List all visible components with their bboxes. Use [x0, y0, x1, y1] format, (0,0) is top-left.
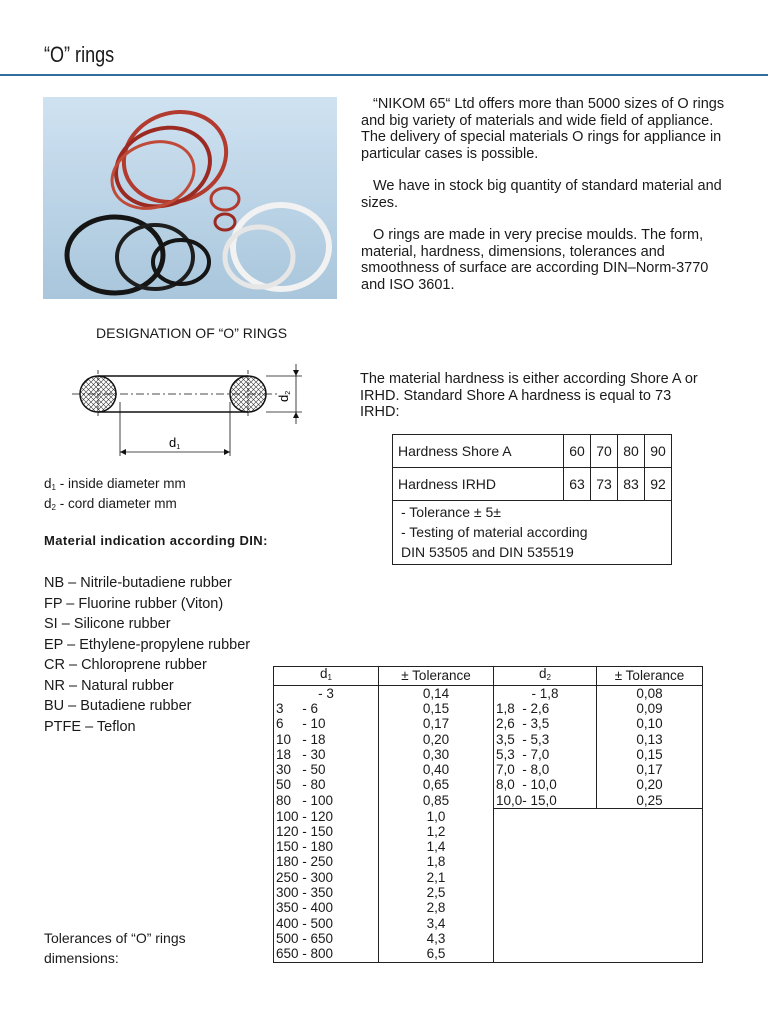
d1-range: 500 - 650: [274, 931, 379, 946]
d2-range: 2,6 - 3,5: [494, 717, 597, 732]
legend-d2: $d_2$ - cord diameter mm: [44, 496, 177, 512]
table-row: [274, 686, 703, 702]
d1-tolerance: 0,17: [379, 717, 494, 732]
d1-range: 300 - 350: [274, 885, 379, 900]
hardness-value: 60: [564, 435, 591, 468]
material-item: EP – Ethylene-propylene rubber: [44, 636, 251, 653]
table-row: [274, 762, 703, 777]
header-tol1: ± Tolerance: [379, 667, 494, 686]
table-row: [274, 717, 703, 732]
d1-tolerance: 0,40: [379, 762, 494, 777]
d1-range: 10 - 18: [274, 732, 379, 747]
table-row: [274, 747, 703, 762]
hardness-row-shore: [393, 435, 672, 468]
material-item: NB – Nitrile-butadiene rubber: [44, 575, 232, 591]
d2-range: 3,5 - 5,3: [494, 732, 597, 747]
o-rings-photo: [43, 97, 337, 299]
d1-range: 100 - 120: [274, 809, 379, 824]
d1-range: 350 - 400: [274, 901, 379, 916]
hardness-row-irhd: [393, 468, 672, 501]
d2-tolerance: 0,08: [597, 686, 703, 702]
header-d1: $d_1$: [274, 667, 379, 686]
hardness-value: 73: [591, 468, 618, 501]
d1-label: d1: [169, 435, 181, 451]
d1-range: 18 - 30: [274, 747, 379, 762]
d1-tolerance: 0,85: [379, 793, 494, 809]
header-tol2: ± Tolerance: [597, 667, 703, 686]
d2-range: 10,0- 15,0: [494, 793, 597, 809]
d1-range: 3 - 6: [274, 701, 379, 716]
d1-range: 150 - 180: [274, 839, 379, 854]
header-d2: $d_2$: [494, 667, 597, 686]
hardness-value: 83: [618, 468, 645, 501]
intro-paragraph-1: “NIKOM 65“ Ltd offers more than 5000 sizes of O rings and big variety of materials and wide field of appliance. The delivery of special materials O rings for appliance in particular cases is possible.: [361, 96, 725, 162]
d1-range: 180 - 250: [274, 855, 379, 870]
d2-tolerance: 0,10: [597, 717, 703, 732]
table-row: [274, 793, 703, 809]
hardness-notes: [393, 501, 672, 565]
table-row: [274, 809, 703, 824]
d1-tolerance: 1,4: [379, 839, 494, 854]
hardness-label: Hardness IRHD: [393, 468, 564, 501]
d1-tolerance: 0,30: [379, 747, 494, 762]
hardness-value: 80: [618, 435, 645, 468]
d1-range: 400 - 500: [274, 916, 379, 931]
d1-range: 650 - 800: [274, 947, 379, 963]
empty-cell: [494, 809, 703, 962]
d1-range: 30 - 50: [274, 762, 379, 777]
d2-range: 8,0 - 10,0: [494, 778, 597, 793]
designation-heading: DESIGNATION OF “O” RINGS: [96, 325, 288, 341]
hardness-notes-row: [393, 501, 672, 565]
intro-paragraph-2: We have in stock big quantity of standard material and sizes.: [361, 178, 722, 211]
d1-tolerance: 0,65: [379, 778, 494, 793]
d1-tolerance: 4,3: [379, 931, 494, 946]
d2-tolerance: 0,25: [597, 793, 703, 809]
hardness-table: [392, 434, 672, 565]
legend-d1-desc: - inside diameter mm: [59, 476, 186, 491]
material-item: PTFE – Teflon: [44, 718, 136, 735]
material-item: CR – Chloroprene rubber: [44, 657, 207, 673]
header-rule: [0, 74, 768, 76]
d1-range: 80 - 100: [274, 793, 379, 809]
d1-tolerance: 1,2: [379, 824, 494, 839]
d1-range: 50 - 80: [274, 778, 379, 793]
testing-note: - Testing of material according: [401, 524, 588, 540]
d1-tolerance: 0,15: [379, 701, 494, 716]
table-row: [274, 701, 703, 716]
d2-tolerance: 0,09: [597, 701, 703, 716]
d1-range: 6 - 10: [274, 717, 379, 732]
d1-range: 120 - 150: [274, 824, 379, 839]
legend-d1: $d_1$ - inside diameter mm: [44, 476, 186, 492]
d2-range: 1,8 - 2,6: [494, 701, 597, 716]
d1-tolerance: 0,14: [379, 686, 494, 702]
d2-tolerance: 0,20: [597, 778, 703, 793]
table-row: [274, 732, 703, 747]
hardness-value: 70: [591, 435, 618, 468]
d2-range: 7,0 - 8,0: [494, 762, 597, 777]
material-item: NR – Natural rubber: [44, 677, 174, 694]
d1-tolerance: 2,8: [379, 901, 494, 916]
d1-tolerance: 1,0: [379, 809, 494, 824]
o-ring-cross-section-diagram: [66, 362, 316, 462]
d2-range: - 1,8: [494, 686, 597, 702]
hardness-value: 90: [645, 435, 672, 468]
d1-range: 250 - 300: [274, 870, 379, 885]
d1-tolerance: 1,8: [379, 855, 494, 870]
hardness-text: The material hardness is either according Shore A or IRHD. Standard Shore A hardness is equal to 73 IRHD:: [360, 371, 698, 420]
d1-tolerance: 2,5: [379, 885, 494, 900]
materials-title: Material indication according DIN:: [44, 533, 268, 548]
material-item: BU – Butadiene rubber: [44, 698, 192, 714]
d1-tolerance: 3,4: [379, 916, 494, 931]
materials-list: [44, 573, 250, 737]
d1-tolerance: 6,5: [379, 947, 494, 963]
d1-range: - 3: [274, 686, 379, 702]
hardness-label: Hardness Shore A: [393, 435, 564, 468]
d2-label: d2: [276, 390, 292, 402]
material-item: SI – Silicone rubber: [44, 616, 171, 632]
hardness-value: 63: [564, 468, 591, 501]
legend-d2-desc: - cord diameter mm: [59, 496, 177, 511]
tolerance-note: - Tolerance ± 5±: [401, 504, 501, 520]
tolerance-table: [273, 666, 703, 963]
hardness-value: 92: [645, 468, 672, 501]
material-item: FP – Fluorine rubber (Viton): [44, 595, 224, 612]
d2-tolerance: 0,17: [597, 762, 703, 777]
table-row: [274, 778, 703, 793]
tolerance-header-row: [274, 667, 703, 686]
page-title: “O” rings: [44, 42, 115, 67]
d1-tolerance: 0,20: [379, 732, 494, 747]
intro-paragraph-3: O rings are made in very precise moulds. The form, material, hardness, dimensions, tolerances and smoothness of surface are according DIN–Norm-3770 and ISO 3601.: [361, 227, 709, 293]
intro-text: [361, 96, 731, 309]
d1-tolerance: 2,1: [379, 870, 494, 885]
d2-tolerance: 0,13: [597, 732, 703, 747]
d2-range: 5,3 - 7,0: [494, 747, 597, 762]
d2-tolerance: 0,15: [597, 747, 703, 762]
tolerance-caption: Tolerances of “O” rings dimensions:: [44, 930, 186, 966]
din-note: DIN 53505 and DIN 535519: [401, 544, 574, 560]
